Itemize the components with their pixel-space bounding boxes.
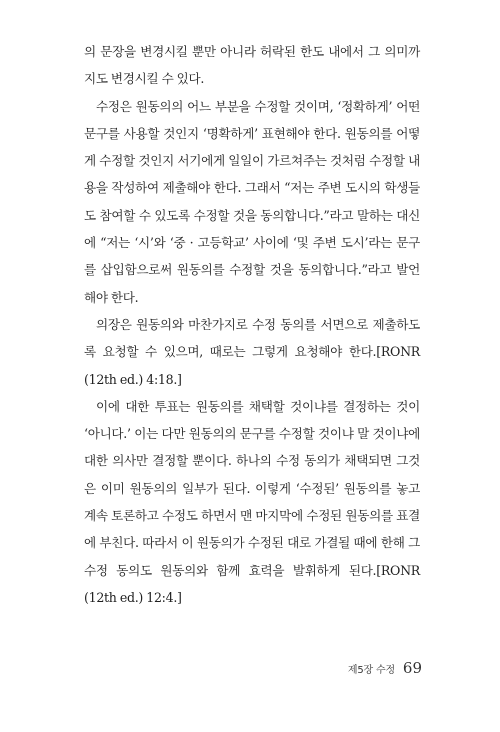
paragraph-vote-effect: 이에 대한 투표는 원동의를 채택할 것이냐를 결정하는 것이 ‘아니다.’ 이는 다만 원동의의 문구를 수정할 것이냐 말 것이냐에 대한 의사만 결정할 뿐이다. 하나의 수정 동의가 채택되면 그것은 이미 원동의의 일부가 된다. 이렇게 ‘수정된’ 원동의를 놓고 계속 토론하고 수정도 하면서 맨 마지막에 수정된 원동의를 표결에 부친다. 따라서 이 원동의가 수정된 대로 가결될 때에 한해 그 수정 동의도 원동의와 함께 효력을 발휘하게 된다.[RONR (12th ed.) 12:4.] (84, 398, 420, 605)
paragraph-written-submission: 의장은 원동의와 마찬가지로 수정 동의를 서면으로 제출하도록 요청할 수 있으며, 때로는 그렇게 요청해야 한다.[RONR (12th ed.) 4:18.] (84, 316, 420, 387)
paragraph-amendment-wording: 수정은 원동의의 어느 부분을 수정할 것이며, ‘정확하게’ 어떤 문구를 사용할 것인지 ‘명확하게’ 표현해야 한다. 원동의를 어떻게 수정할 것인지 서기에게 일일이 가르쳐주는 것처럼 수정할 내용을 작성하여 제출해야 한다. 그래서 “저는 주변 도시의 학생들도 참여할 수 있도록 수정할 것을 동의합니다.”라고 말하는 대신에 “저는 ‘시’와 ‘중 · 고등학교’ 사이에 ‘및 주변 도시’라는 문구를 삽입함으로써 원동의를 수정할 것을 동의합니다.”라고 발언해야 한다. (84, 98, 420, 305)
page-footer (348, 659, 422, 677)
page-body (84, 38, 420, 611)
paragraph-continuation: 의 문장을 변경시킬 뿐만 아니라 허락된 한도 내에서 그 의미까지도 변경시킬 수 있다. (84, 44, 420, 87)
running-footer-chapter: 제5장 수정 (347, 665, 395, 676)
page-number: 69 (402, 659, 422, 677)
